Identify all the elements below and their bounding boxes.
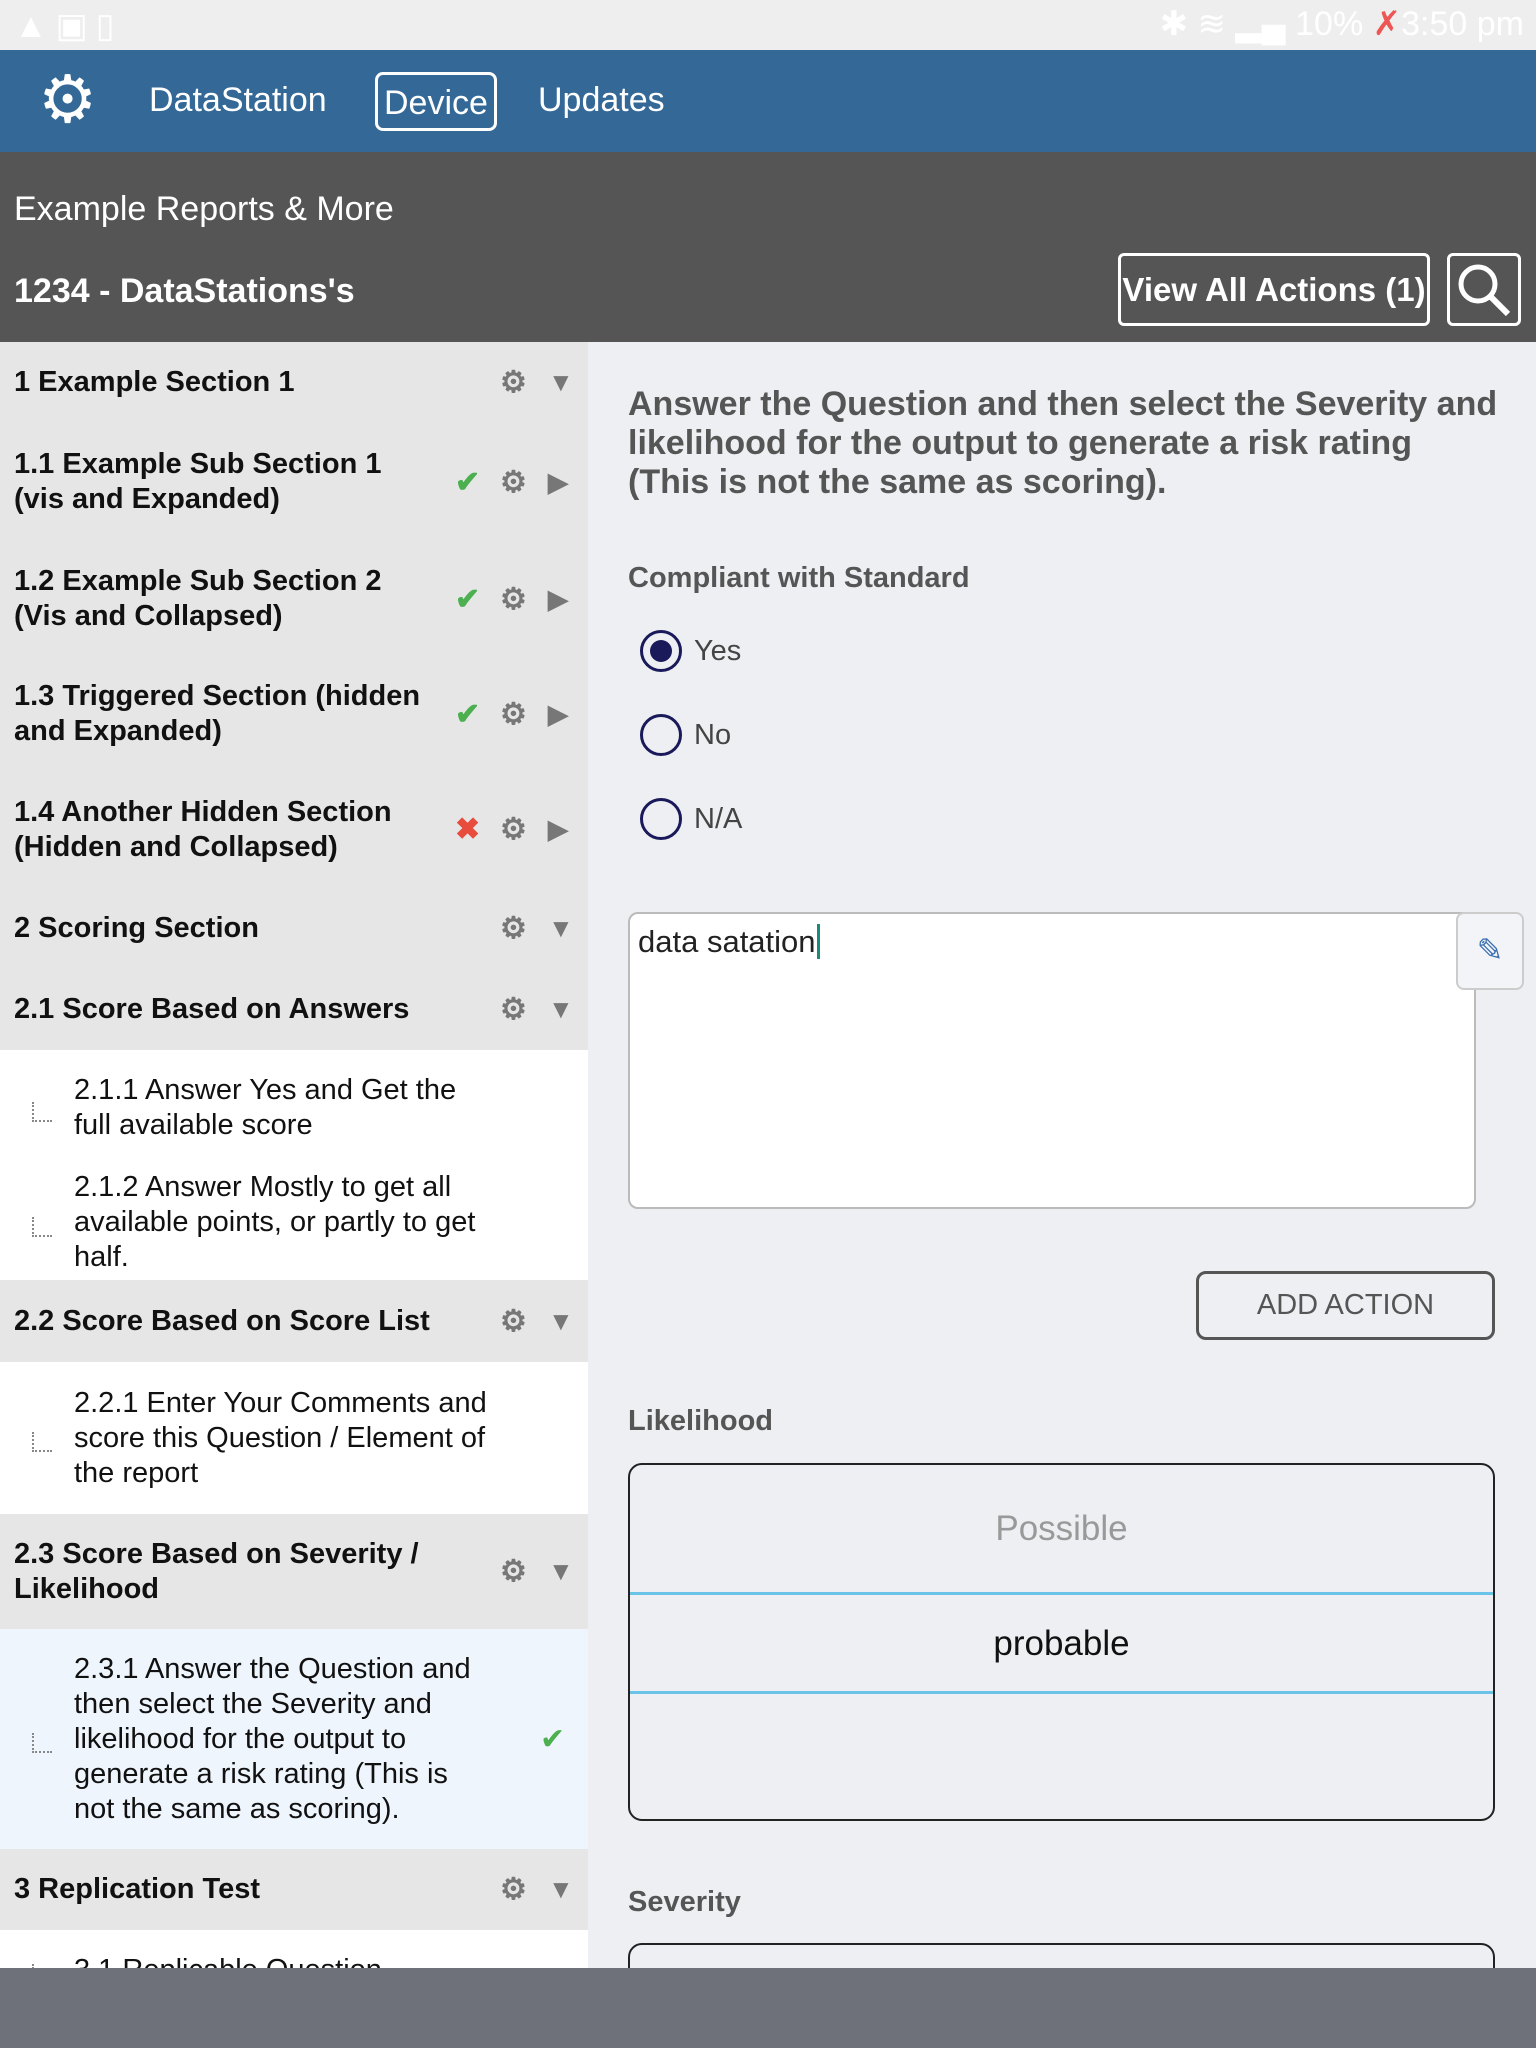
section-settings-gear-icon[interactable]: ⚙ (500, 993, 527, 1026)
tree-connector-icon (32, 1217, 52, 1237)
report-group-title: Example Reports & More (14, 190, 394, 228)
tree-connector-icon (32, 1432, 52, 1452)
section-settings-gear-icon[interactable]: ⚙ (500, 582, 527, 616)
radio-checked[interactable] (640, 630, 682, 672)
report-title: 1234 - DataStations's (14, 272, 355, 310)
collapse-triangle-icon[interactable]: ▼ (548, 1874, 574, 1904)
bottom-bar (0, 1968, 1536, 2048)
complete-check-icon: ✔ (455, 697, 481, 731)
sidebar-section[interactable] (0, 423, 588, 541)
section-settings-gear-icon[interactable]: ⚙ (500, 1873, 527, 1906)
expand-triangle-icon[interactable]: ▶ (548, 814, 568, 844)
section-settings-gear-icon[interactable]: ⚙ (500, 697, 527, 731)
sidebar-section[interactable] (0, 888, 588, 969)
question-text: Answer the Question and then select the Severity and likelihood for the output to generate a risk rating (This is not the same as scoring). (628, 385, 1498, 501)
sidebar-section[interactable] (0, 969, 588, 1050)
settings-gear-icon[interactable]: ⚙ (38, 62, 98, 136)
app-header (0, 50, 1536, 152)
section-sidebar (0, 342, 588, 1968)
sidebar-section[interactable] (0, 1849, 588, 1930)
tree-connector-icon (32, 1102, 52, 1122)
status-right (1160, 4, 1524, 44)
radio-label: No (694, 718, 732, 751)
likelihood-label: Likelihood (628, 1405, 773, 1437)
section-settings-gear-icon[interactable]: ⚙ (500, 366, 527, 399)
section-settings-gear-icon[interactable]: ⚙ (500, 1304, 527, 1338)
expand-triangle-icon[interactable]: ▶ (548, 583, 568, 614)
sidebar-item-label: 3 Replication Test (14, 1873, 261, 1905)
complete-check-icon: ✔ (455, 465, 481, 499)
signal-icons: ✱ ≋ ▂▄ (1159, 5, 1296, 43)
section-settings-gear-icon[interactable]: ⚙ (500, 912, 527, 945)
sidebar-item-label: 1.4 Another Hidden Section (Hidden and Collapsed) (14, 795, 392, 863)
sidebar-item-label: 2.2 Score Based on Score List (14, 1304, 430, 1337)
tree-connector-icon (32, 1733, 52, 1753)
status-bar (0, 0, 1536, 50)
complete-check-icon: ✔ (455, 582, 481, 616)
clock: 3:50 pm (1401, 5, 1524, 43)
compliant-label: Compliant with Standard (628, 562, 970, 594)
sidebar-item-label: 2.3.1 Answer the Question and then select the Severity and likelihood for the output to generate a risk rating (This is not the same as scoring). (74, 1652, 471, 1825)
sidebar-section[interactable] (0, 657, 588, 771)
sidebar-item-label: 1.2 Example Sub Section 2 (Vis and Collapsed) (14, 565, 382, 632)
radio-label: N/A (694, 802, 743, 835)
collapse-triangle-icon[interactable]: ▼ (548, 994, 574, 1024)
radio-unchecked[interactable] (640, 798, 682, 840)
sidebar-section[interactable] (0, 771, 588, 888)
radio-no[interactable] (640, 714, 731, 756)
collapse-triangle-icon[interactable]: ▼ (548, 913, 574, 943)
collapse-triangle-icon[interactable]: ▼ (548, 1556, 574, 1586)
search-icon (1450, 256, 1518, 323)
sidebar-question[interactable] (0, 1050, 588, 1165)
sidebar-item-label: 1 Example Section 1 (14, 366, 295, 398)
pencil-icon: ✎ (1476, 932, 1504, 968)
sidebar-question[interactable] (0, 1362, 588, 1514)
radio-unchecked[interactable] (640, 714, 682, 756)
sidebar-item-label: 2.2.1 Enter Your Comments and score this Question / Element of the report (74, 1386, 487, 1489)
radio-na[interactable] (640, 798, 742, 840)
sidebar-item-label: 1.1 Example Sub Section 1 (vis and Expanded) (14, 448, 382, 515)
sidebar-item-label: 1.3 Triggered Section (hidden and Expanded) (14, 680, 421, 747)
incomplete-cross-icon: ✖ (455, 813, 481, 846)
battery-level: 10% (1295, 5, 1364, 43)
text-cursor (817, 924, 820, 959)
nav-device[interactable]: Device (375, 72, 497, 131)
comment-textarea[interactable] (628, 912, 1476, 1209)
expand-triangle-icon[interactable]: ▶ (548, 698, 568, 729)
add-action-button[interactable]: ADD ACTION (1196, 1271, 1495, 1340)
radio-yes[interactable] (640, 630, 741, 672)
sidebar-question[interactable] (0, 1629, 588, 1849)
likelihood-option-selected[interactable]: probable (630, 1592, 1493, 1694)
notification-icons: ▲▣▯ (14, 7, 123, 45)
sidebar-section[interactable] (0, 1514, 588, 1629)
section-settings-gear-icon[interactable]: ⚙ (500, 813, 527, 846)
report-header (0, 152, 1536, 342)
nav-datastation[interactable]: DataStation (149, 81, 327, 119)
likelihood-picker[interactable] (628, 1463, 1495, 1821)
battery-icon: ✗ (1372, 5, 1402, 43)
sidebar-item-label: 2 Scoring Section (14, 912, 259, 944)
section-settings-gear-icon[interactable]: ⚙ (500, 465, 527, 499)
edit-pencil-button[interactable] (1456, 912, 1524, 990)
sidebar-item-label: 2.1.2 Answer Mostly to get all available points, or partly to get half. (74, 1171, 476, 1273)
sidebar-section[interactable] (0, 342, 588, 423)
complete-check-icon: ✔ (540, 1722, 566, 1756)
sidebar-item-label: 2.1.1 Answer Yes and Get the full available score (74, 1073, 457, 1141)
expand-triangle-icon[interactable]: ▶ (548, 466, 568, 497)
nav-updates[interactable]: Updates (538, 81, 665, 119)
radio-label: Yes (694, 634, 742, 667)
sidebar-section[interactable] (0, 1280, 588, 1362)
likelihood-option[interactable]: Possible (995, 1509, 1128, 1548)
view-all-actions-button[interactable]: View All Actions (1) (1118, 253, 1430, 326)
sidebar-section[interactable] (0, 541, 588, 657)
sidebar-item-label: 2.3 Score Based on Severity / Likelihood (14, 1537, 419, 1605)
sidebar-item-label: 2.1 Score Based on Answers (14, 993, 410, 1025)
section-settings-gear-icon[interactable]: ⚙ (500, 1555, 527, 1588)
severity-label: Severity (628, 1886, 741, 1918)
search-button[interactable] (1447, 253, 1521, 326)
sidebar-question[interactable] (0, 1165, 588, 1280)
collapse-triangle-icon[interactable]: ▼ (548, 367, 574, 397)
comment-text: data satation (638, 924, 816, 959)
collapse-triangle-icon[interactable]: ▼ (548, 1305, 574, 1336)
